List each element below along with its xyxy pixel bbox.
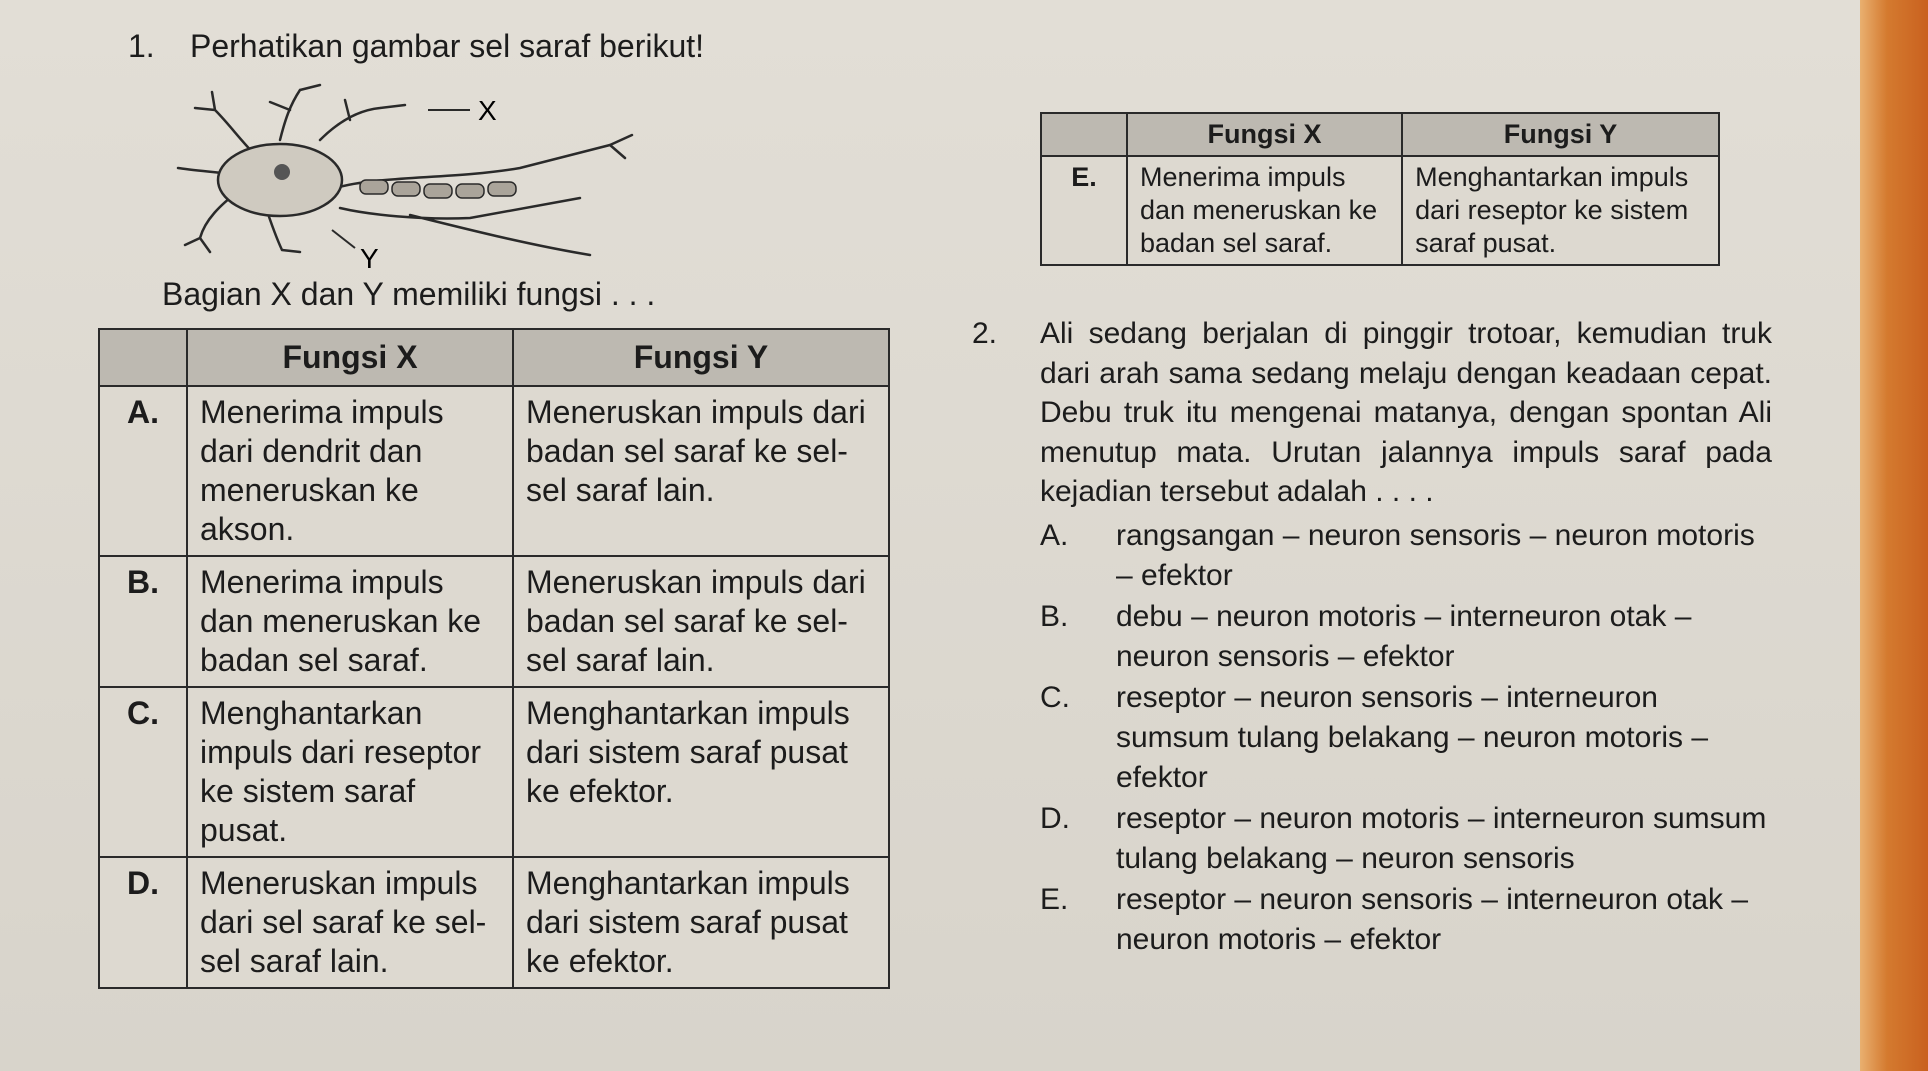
table-row bbox=[1041, 156, 1719, 265]
cloth-edge bbox=[1860, 0, 1928, 1071]
corner-cell bbox=[1041, 113, 1127, 156]
answer-option-b[interactable] bbox=[1040, 597, 1772, 676]
option-text: reseptor – neuron sensoris – interneuron sumsum tulang belakang – neuron motoris – efektor bbox=[1116, 681, 1709, 794]
fungsi-x-cell: Meneruskan impuls dari sel saraf ke sel-sel saraf lain. bbox=[187, 857, 513, 988]
header-fungsi-x: Fungsi X bbox=[187, 329, 513, 386]
fungsi-y-cell: Menghantarkan impuls dari sistem saraf pusat ke efektor. bbox=[513, 857, 889, 988]
option-letter: A. bbox=[1040, 518, 1069, 552]
answer-option-a[interactable] bbox=[1040, 516, 1772, 595]
table-header-row bbox=[99, 329, 889, 386]
table-row bbox=[99, 556, 889, 687]
option-letter: C. bbox=[1040, 681, 1070, 715]
option-letter: D. bbox=[1040, 802, 1070, 836]
header-fungsi-x: Fungsi X bbox=[1127, 113, 1402, 156]
fungsi-y-cell: Meneruskan impuls dari badan sel saraf ke sel-sel saraf lain. bbox=[513, 386, 889, 556]
option-letter: A. bbox=[99, 386, 187, 556]
corner-cell bbox=[99, 329, 187, 386]
option-letter: B. bbox=[99, 556, 187, 687]
header-fungsi-y: Fungsi Y bbox=[1402, 113, 1719, 156]
fungsi-x-cell: Menerima impuls dan meneruskan ke badan sel saraf. bbox=[1127, 156, 1402, 265]
fungsi-y-cell: Meneruskan impuls dari badan sel saraf ke sel-sel saraf lain. bbox=[513, 556, 889, 687]
neuron-diagram bbox=[170, 80, 650, 270]
option-letter: D. bbox=[99, 857, 187, 988]
fungsi-x-cell: Menerima impuls dari dendrit dan meneruskan ke akson. bbox=[187, 386, 513, 556]
label-x: X bbox=[478, 95, 497, 126]
answer-table-e bbox=[1040, 112, 1720, 266]
table-row bbox=[99, 386, 889, 556]
option-text: debu – neuron motoris – interneuron otak – neuron sensoris – efektor bbox=[1116, 600, 1692, 673]
fungsi-x-cell: Menerima impuls dan meneruskan ke badan sel saraf. bbox=[187, 556, 513, 687]
table-header-row bbox=[1041, 113, 1719, 156]
label-y: Y bbox=[360, 243, 379, 270]
answer-option-c[interactable] bbox=[1040, 678, 1772, 797]
option-letter: B. bbox=[1040, 600, 1069, 634]
question-2-number: 2. bbox=[972, 317, 998, 350]
answer-table-a-d bbox=[98, 328, 890, 989]
answer-option-e[interactable] bbox=[1040, 880, 1772, 959]
question-1-prompt: Bagian X dan Y memiliki fungsi . . . bbox=[162, 276, 656, 312]
question-2-stem: Ali sedang berjalan di pinggir trotoar, kemudian truk dari arah sama sedang melaju dengan keadaan cepat. Debu truk itu mengenai matanya, dengan spontan Ali menutup mata. Urutan jalannya impuls saraf pada kejadian tersebut adalah . . . . bbox=[1040, 317, 1772, 509]
answer-option-d[interactable] bbox=[1040, 799, 1772, 878]
option-text: rangsangan – neuron sensoris – neuron motoris – efektor bbox=[1116, 518, 1755, 592]
fungsi-y-cell: Menghantarkan impuls dari sistem saraf pusat ke efektor. bbox=[513, 687, 889, 857]
table-row bbox=[99, 857, 889, 988]
option-letter: C. bbox=[99, 687, 187, 857]
option-text: reseptor – neuron motoris – interneuron sumsum tulang belakang – neuron sensoris bbox=[1116, 802, 1767, 875]
question-1-title bbox=[128, 28, 704, 65]
option-text: reseptor – neuron sensoris – interneuron otak – neuron motoris – efektor bbox=[1116, 883, 1749, 956]
fungsi-y-cell: Menghantarkan impuls dari reseptor ke sistem saraf pusat. bbox=[1402, 156, 1719, 265]
header-fungsi-y: Fungsi Y bbox=[513, 329, 889, 386]
fungsi-x-cell: Menghantarkan impuls dari reseptor ke sistem saraf pusat. bbox=[187, 687, 513, 857]
option-letter: E. bbox=[1041, 156, 1127, 265]
option-letter: E. bbox=[1040, 883, 1069, 917]
table-row bbox=[99, 687, 889, 857]
question-2 bbox=[972, 314, 1772, 962]
question-2-options bbox=[1040, 516, 1772, 960]
question-1-text: Perhatikan gambar sel saraf berikut! bbox=[190, 28, 705, 64]
question-1-number: 1. bbox=[128, 28, 155, 64]
